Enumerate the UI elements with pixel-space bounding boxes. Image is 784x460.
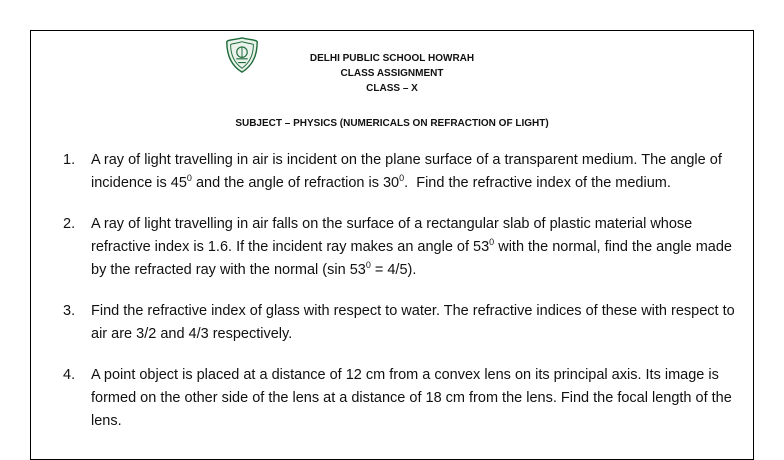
document-header: [31, 51, 753, 96]
question-number: 2.: [63, 216, 76, 232]
question-item: [63, 149, 751, 195]
question-number: 3.: [63, 303, 76, 319]
question-text: [91, 213, 751, 282]
degree-superscript: 0: [365, 260, 371, 270]
class-label: CLASS – X: [366, 83, 418, 94]
question-text-segment: A ray of light travelling in air is incident on the plane surface of a transparent medium. The angle of incidence is 45: [91, 152, 726, 191]
assignment-title: CLASS ASSIGNMENT: [340, 68, 444, 79]
question-item: [63, 300, 751, 346]
subject-title: SUBJECT – PHYSICS (NUMERICALS ON REFRACTION OF LIGHT): [235, 118, 549, 129]
question-text-segment: A point object is placed at a distance of 12 cm from a convex lens on its principal axis. Its image is formed on the other side of the lens at a distance of 18 cm from the lens. Find the focal length of the lens.: [91, 367, 736, 429]
question-list: [63, 149, 751, 451]
question-text: [91, 300, 751, 346]
assignment-page: [30, 30, 754, 460]
school-name: DELHI PUBLIC SCHOOL HOWRAH: [309, 53, 475, 64]
question-text-segment: Find the refractive index of glass with respect to water. The refractive indices of these with respect to air are 3/2 and 4/3 respectively.: [91, 303, 739, 342]
question-item: [63, 213, 751, 282]
question-text: [91, 364, 751, 433]
question-text-segment: with the normal, find the angle made by the refracted ray with the normal (sin 53: [91, 239, 736, 278]
question-text-segment: . Find the refractive index of the medium.: [404, 175, 671, 191]
question-text-segment: A ray of light travelling in air falls on the surface of a rectangular slab of plastic material whose refractive index is 1.6. If the incident ray makes an angle of 53: [91, 216, 697, 255]
question-item: [63, 364, 751, 433]
question-number: 4.: [63, 367, 76, 383]
degree-superscript: 0: [186, 173, 192, 183]
question-text-segment: and the angle of refraction is 30: [191, 175, 400, 191]
question-text-segment: = 4/5).: [370, 262, 417, 278]
question-text: [91, 149, 751, 195]
degree-superscript: 0: [399, 173, 405, 183]
question-number: 1.: [63, 152, 76, 168]
degree-superscript: 0: [489, 237, 495, 247]
